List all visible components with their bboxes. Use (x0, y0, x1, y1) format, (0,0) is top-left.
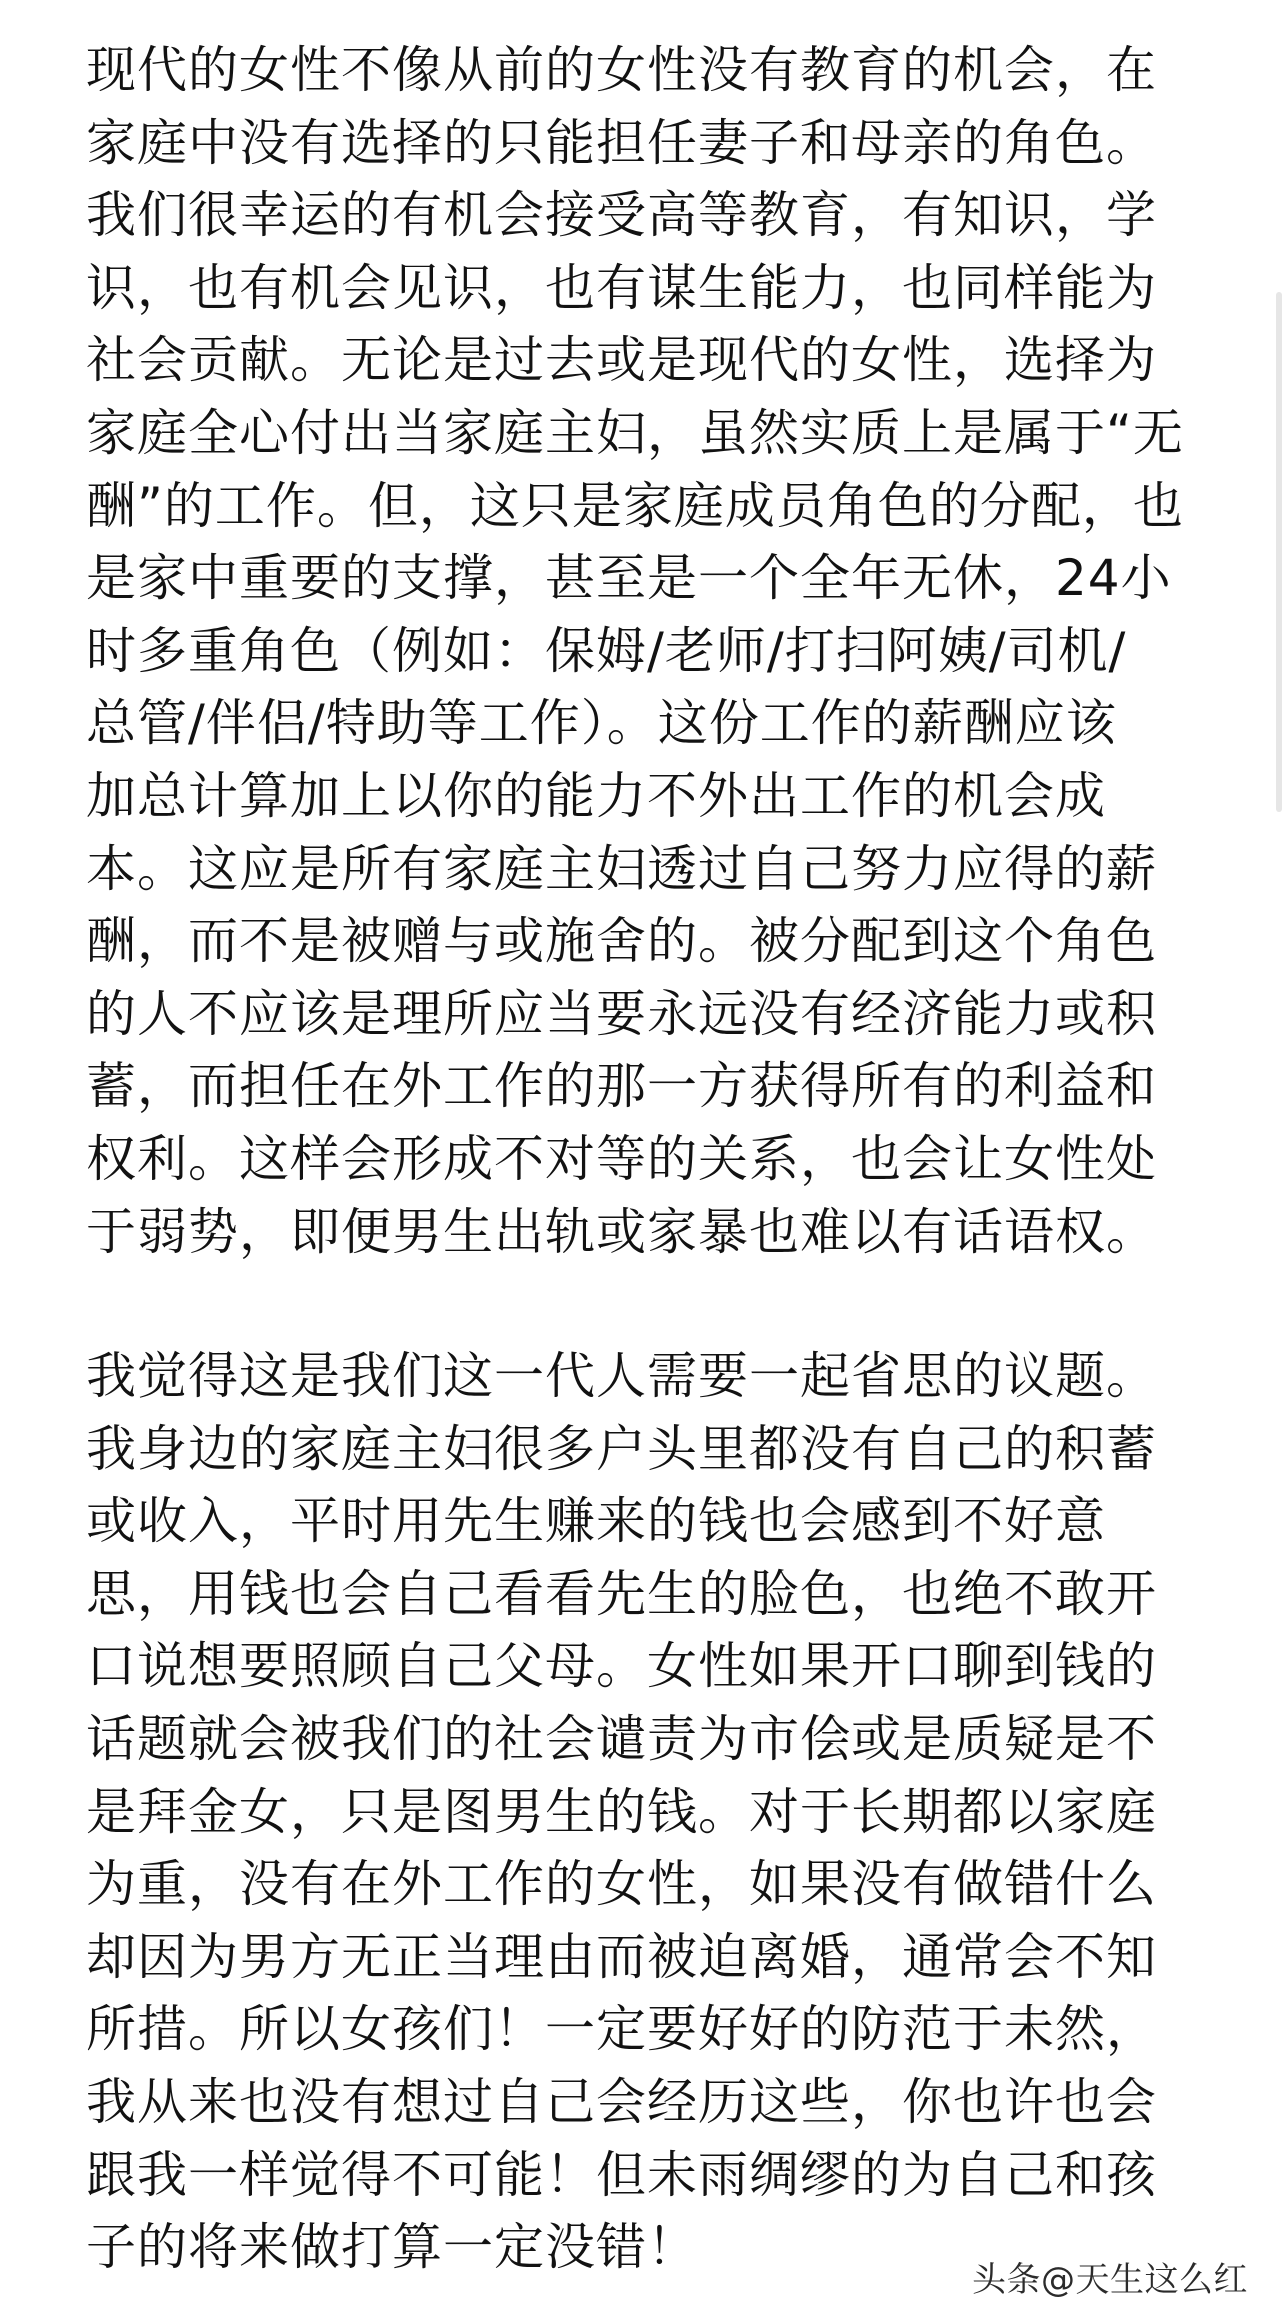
article-body (86, 34, 1206, 2284)
text-line: 我从来也没有想过自己会经历这些，你也许也会 (86, 2073, 1157, 2132)
text-line: 为重，没有在外工作的女性，如果没有做错什么 (86, 1855, 1157, 1914)
text-line: 识，也有机会见识，也有谋生能力，也同样能为 (86, 258, 1157, 317)
paragraph-spacer (86, 1268, 1206, 1340)
text-line: 却因为男方无正当理由而被迫离婚，通常会不知 (86, 1927, 1157, 1986)
text-line: 是家中重要的支撑，甚至是一个全年无休，24小 (86, 549, 1172, 608)
text-line: 或收入，平时用先生赚来的钱也会感到不好意 (86, 1492, 1106, 1551)
text-line: 现代的女性不像从前的女性没有教育的机会，在 (86, 41, 1157, 99)
scrollbar[interactable] (1276, 292, 1282, 812)
watermark (972, 2248, 1248, 2304)
text-line: 加总计算加上以你的能力不外出工作的机会成 (86, 766, 1106, 825)
text-line: 本。这应是所有家庭主妇透过自己努力应得的薪 (86, 839, 1157, 898)
watermark-text: 头条@天生这么红 (972, 2259, 1248, 2300)
text-line: 权利。这样会形成不对等的关系，也会让女性处 (86, 1129, 1157, 1188)
text-line: 思，用钱也会自己看看先生的脸色，也绝不敢开 (86, 1564, 1157, 1623)
text-line: 话题就会被我们的社会谴责为市侩或是质疑是不 (86, 1710, 1157, 1769)
text-line: 家庭中没有选择的只能担任妻子和母亲的角色。 (86, 113, 1157, 172)
paragraph-2 (86, 1340, 1206, 2284)
text-line: 时多重角色（例如：保姆/老师/打扫阿姨/司机/ (86, 621, 1127, 680)
text-line: 总管/伴侣/特助等工作）。这份工作的薪酬应该 (86, 694, 1117, 753)
text-line: 酬，而不是被赠与或施舍的。被分配到这个角色 (86, 912, 1157, 971)
text-line: 是拜金女，只是图男生的钱。对于长期都以家庭 (86, 1782, 1157, 1841)
text-line: 子的将来做打算一定没错！ (86, 2218, 698, 2277)
text-line: 的人不应该是理所应当要永远没有经济能力或积 (86, 984, 1157, 1043)
text-line: 社会贡献。无论是过去或是现代的女性，选择为 (86, 331, 1157, 390)
paragraph-1 (86, 34, 1206, 1268)
text-line: 我身边的家庭主妇很多户头里都没有自己的积蓄 (86, 1419, 1157, 1478)
text-line: 蓄，而担任在外工作的那一方获得所有的利益和 (86, 1057, 1157, 1116)
text-line: 口说想要照顾自己父母。女性如果开口聊到钱的 (86, 1637, 1157, 1696)
text-line: 我们很幸运的有机会接受高等教育，有知识，学 (86, 186, 1157, 245)
text-line: 于弱势，即便男生出轨或家暴也难以有话语权。 (86, 1202, 1157, 1261)
text-line: 酬”的工作。但，这只是家庭成员角色的分配，也 (86, 476, 1184, 535)
text-line: 家庭全心付出当家庭主妇，虽然实质上是属于“无 (86, 403, 1184, 462)
text-line: 跟我一样觉得不可能！但未雨绸缪的为自己和孩 (86, 2145, 1157, 2204)
text-line: 我觉得这是我们这一代人需要一起省思的议题。 (86, 1347, 1157, 1406)
text-line: 所措。所以女孩们！一定要好好的防范于未然， (86, 2000, 1157, 2059)
